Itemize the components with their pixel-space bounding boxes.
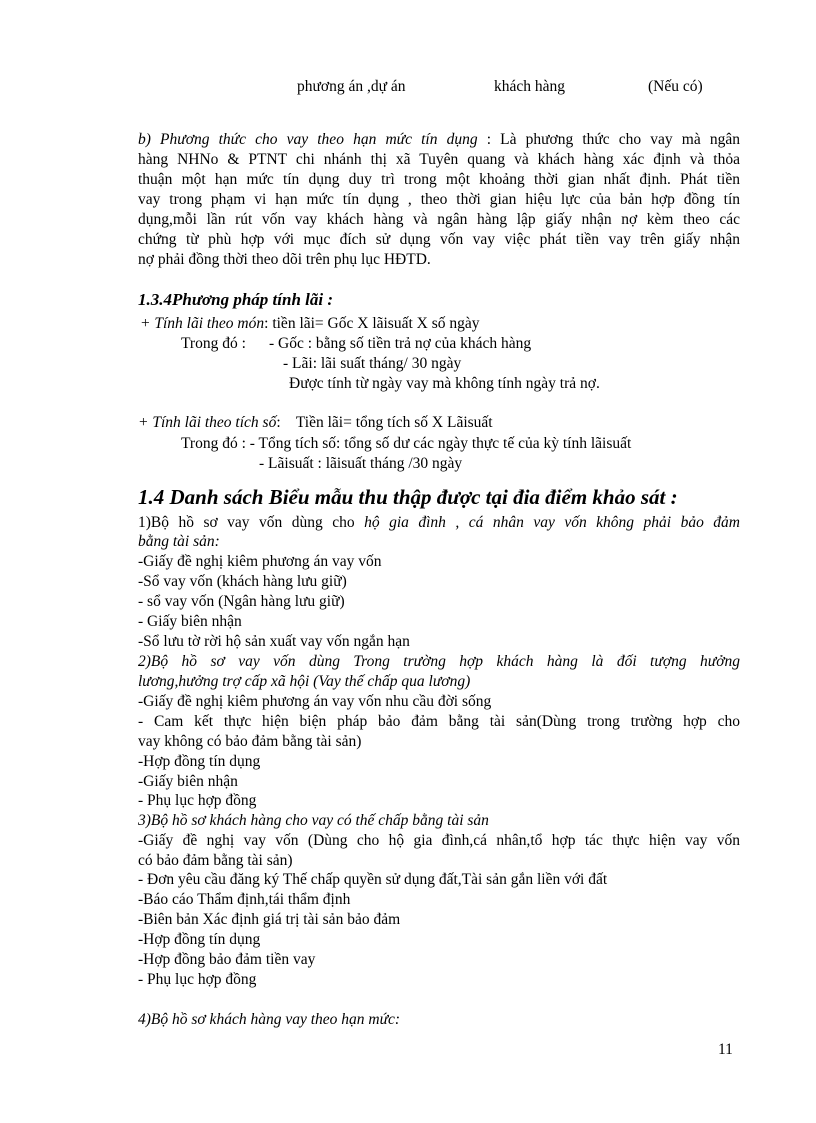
list-item: - Cam kết thực hiện biện pháp bảo đảm bằng tài sản(Dùng trong trường hợp cho bbox=[138, 713, 740, 730]
list-item: -Hợp đồng tín dụng bbox=[138, 931, 261, 948]
list-item: -Báo cáo Thẩm định,tái thẩm định bbox=[138, 891, 351, 908]
list-item: -Giấy đề nghị kiêm phương án vay vốn nhu cầu đời sống bbox=[138, 693, 492, 710]
list-item: -Giấy biên nhận bbox=[138, 773, 238, 790]
method-by-loan-principal: - Gốc : bằng số tiền trả nợ của khách hàng bbox=[269, 335, 532, 352]
list-item: -Biên bản Xác định giá trị tài sản bảo đảm bbox=[138, 911, 401, 928]
group-1-heading-line-1: 1)Bộ hồ sơ vay vốn dùng cho hộ gia đình , cá nhân vay vốn không phải bảo đảm bbox=[138, 514, 740, 531]
list-item-continued: có bảo đảm bằng tài sản) bbox=[138, 852, 293, 869]
list-item: -Giấy đề nghị kiêm phương án vay vốn bbox=[138, 553, 382, 570]
list-item: -Hợp đồng bảo đảm tiền vay bbox=[138, 951, 316, 968]
method-by-loan: + Tính lãi theo món: tiền lãi= Gốc X lãisuất X số ngày bbox=[140, 315, 480, 332]
list-item: -Giấy đề nghị vay vốn (Dùng cho hộ gia đình,cá nhân,tổ hợp tác thực hiện vay vốn bbox=[138, 832, 740, 849]
method-by-loan-note: Được tính từ ngày vay mà không tính ngày trả nợ. bbox=[289, 375, 600, 392]
para-b-line-5: dụng,mỗi lần rút vốn vay khách hàng và ngân hàng lập giấy nhận nợ kèm theo các bbox=[138, 211, 740, 228]
page-number: 11 bbox=[718, 1041, 733, 1058]
para-b-line-1: b) Phương thức cho vay theo hạn mức tín dụng : Là phương thức cho vay mà ngân bbox=[138, 131, 740, 148]
group-4-heading: 4)Bộ hồ sơ khách hàng vay theo hạn mức: bbox=[138, 1011, 401, 1028]
method-by-product-rate: - Lãisuất : lãisuất tháng /30 ngày bbox=[259, 455, 463, 472]
header-col-customer: khách hàng bbox=[494, 78, 566, 95]
para-b-line-3: thuận một hạn mức tín dụng duy trì trong một khoảng thời gian nhất định. Phát tiền bbox=[138, 171, 740, 188]
list-item: - Phụ lục hợp đồng bbox=[138, 971, 257, 988]
header-col-plan: phương án ,dự án bbox=[297, 78, 406, 95]
method-by-loan-where: Trong đó : bbox=[181, 335, 246, 352]
header-col-if-any: (Nếu có) bbox=[648, 78, 703, 95]
list-item: -Sổ vay vốn (khách hàng lưu giữ) bbox=[138, 573, 347, 590]
para-b-line-4: vay trong phạm vi hạn mức tín dụng , theo thời gian hiệu lực của bản hợp đồng tín bbox=[138, 191, 740, 208]
method-by-loan-interest: - Lãi: lãi suất tháng/ 30 ngày bbox=[283, 355, 462, 372]
list-item: - Phụ lục hợp đồng bbox=[138, 792, 257, 809]
group-2-heading-line-1: 2)Bộ hồ sơ vay vốn dùng Trong trường hợp khách hàng là đối tượng hưởng bbox=[138, 653, 740, 670]
group-1-heading-line-2: bằng tài sản: bbox=[138, 533, 220, 550]
method-by-product-where: Trong đó : - Tổng tích số: tổng số dư các ngày thực tế của kỳ tính lãisuất bbox=[181, 435, 632, 452]
para-b-term: b) Phương thức cho vay theo hạn mức tín dụng bbox=[138, 131, 478, 148]
list-item: - sổ vay vốn (Ngân hàng lưu giữ) bbox=[138, 593, 345, 610]
section-134-heading: 1.3.4Phương pháp tính lãi : bbox=[138, 290, 334, 309]
group-2-heading-line-2: lương,hưởng trợ cấp xã hội (Vay thế chấp qua lương) bbox=[138, 673, 471, 690]
list-item: -Sổ lưu tờ rời hộ sản xuất vay vốn ngắn hạn bbox=[138, 633, 410, 650]
list-item: -Hợp đồng tín dụng bbox=[138, 753, 261, 770]
para-b-line-7: nợ phải đồng thời theo dõi trên phụ lục HĐTD. bbox=[138, 251, 431, 268]
para-b-line-6: chứng từ phù hợp với mục đích sử dụng vốn vay việc phát tiền vay trên giấy nhận bbox=[138, 231, 740, 248]
group-3-heading: 3)Bộ hồ sơ khách hàng cho vay có thế chấp bằng tài sản bbox=[138, 812, 489, 829]
para-b-line-2: hàng NHNo & PTNT chi nhánh thị xã Tuyên quang và khách hàng xác định và thỏa bbox=[138, 151, 740, 168]
list-item-continued: vay không có bảo đảm bằng tài sản) bbox=[138, 733, 362, 750]
list-item: - Giấy biên nhận bbox=[138, 613, 242, 630]
list-item: - Đơn yêu cầu đăng ký Thế chấp quyền sử dụng đất,Tài sản gắn liền với đất bbox=[138, 871, 608, 888]
section-14-heading: 1.4 Danh sách Biểu mẫu thu thập được tại đia điểm khảo sát : bbox=[138, 485, 678, 509]
method-by-product: + Tính lãi theo tích số: Tiền lãi= tổng tích số X Lãisuất bbox=[138, 414, 493, 431]
